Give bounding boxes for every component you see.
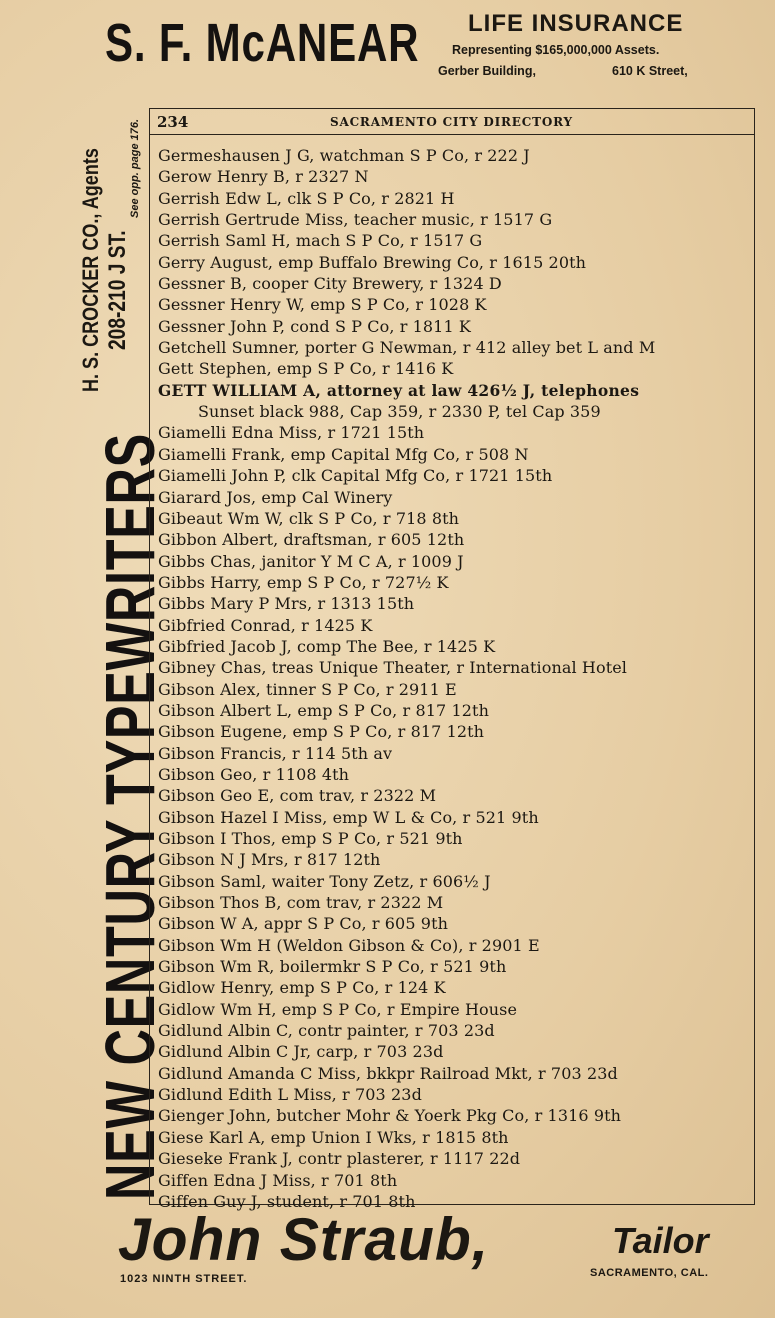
- directory-entry: Gibbs Harry, emp S P Co, r 727½ K: [158, 572, 449, 592]
- directory-entry: Gibson N J Mrs, r 817 12th: [158, 850, 381, 870]
- directory-entry: Giffen Guy J, student, r 701 8th: [158, 1191, 416, 1211]
- directory-entry: Gibfried Jacob J, comp The Bee, r 1425 K: [158, 636, 496, 656]
- directory-entry: Gidlow Wm H, emp S P Co, r Empire House: [158, 999, 518, 1019]
- directory-entry: Gerrish Saml H, mach S P Co, r 1517 G: [158, 231, 483, 251]
- ad-assets: Representing $165,000,000 Assets.: [452, 43, 660, 57]
- directory-entry: Gidlund Edith L Miss, r 703 23d: [158, 1085, 422, 1105]
- directory-entry: Gidlund Albin C Jr, carp, r 703 23d: [158, 1042, 444, 1062]
- directory-entry: Gibson Thos B, com trav, r 2322 M: [158, 893, 444, 913]
- directory-entry: Gidlund Albin C, contr painter, r 703 23d: [158, 1021, 495, 1041]
- page-title: SACRAMENTO CITY DIRECTORY: [330, 115, 573, 129]
- directory-entry: Getchell Sumner, porter G Newman, r 412 alley bet L and M: [158, 338, 656, 358]
- directory-entry: Gibbs Chas, janitor Y M C A, r 1009 J: [158, 551, 464, 571]
- directory-entry: Gieseke Frank J, contr plasterer, r 1117 22d: [158, 1149, 521, 1169]
- directory-entry: Gessner John P, cond S P Co, r 1811 K: [158, 316, 471, 336]
- directory-entry: Gibson Albert L, emp S P Co, r 817 12th: [158, 700, 489, 720]
- directory-entry: Giamelli John P, clk Capital Mfg Co, r 1721 15th: [158, 466, 553, 486]
- directory-entry: Gibson W A, appr S P Co, r 605 9th: [158, 914, 449, 934]
- directory-entry: Giffen Edna J Miss, r 701 8th: [158, 1170, 398, 1190]
- directory-entry: Gibson Geo E, com trav, r 2322 M: [158, 786, 437, 806]
- tailor-name: John Straub,: [118, 1206, 490, 1273]
- tailor-city: SACRAMENTO, CAL.: [590, 1267, 709, 1279]
- page-number: 234: [157, 113, 189, 131]
- directory-entry: Giarard Jos, emp Cal Winery: [158, 487, 393, 507]
- side-ad-headline: NEW CENTURY TYPEWRITERS: [91, 432, 169, 1200]
- directory-entry: Gessner Henry W, emp S P Co, r 1028 K: [158, 295, 487, 315]
- directory-entry: Gibson Eugene, emp S P Co, r 817 12th: [158, 722, 485, 742]
- directory-entry: Gibson Saml, waiter Tony Zetz, r 606½ J: [158, 871, 491, 891]
- directory-entry: Gibson Geo, r 1108 4th: [158, 764, 350, 784]
- directory-entry: Gibfried Conrad, r 1425 K: [158, 615, 373, 635]
- directory-entry: Gienger John, butcher Mohr & Yoerk Pkg Co, r 1316 9th: [158, 1106, 622, 1126]
- ad-building: Gerber Building,: [438, 64, 536, 78]
- directory-entry: Gidlow Henry, emp S P Co, r 124 K: [158, 978, 446, 998]
- directory-entry: Gerow Henry B, r 2327 N: [158, 167, 369, 187]
- top-advertisement: [0, 0, 775, 100]
- directory-entry: Sunset black 988, Cap 359, r 2330 P, tel Cap 359: [198, 402, 601, 422]
- directory-entry: Gett Stephen, emp S P Co, r 1416 K: [158, 359, 454, 379]
- directory-entry: Giese Karl A, emp Union I Wks, r 1815 8th: [158, 1127, 509, 1147]
- directory-entries: [150, 145, 754, 1212]
- directory-entry: Gessner B, cooper City Brewery, r 1324 D: [158, 274, 502, 294]
- page-header: [150, 109, 754, 135]
- directory-frame: [149, 108, 755, 1211]
- directory-entry: Gibson Alex, tinner S P Co, r 2911 E: [158, 679, 457, 699]
- directory-entry: Giamelli Frank, emp Capital Mfg Co, r 508 N: [158, 444, 529, 464]
- ad-address: 610 K Street,: [612, 64, 688, 78]
- advertiser-name: S. F. McANEAR: [105, 13, 420, 73]
- directory-entry: Gibson Francis, r 114 5th av: [158, 743, 393, 763]
- directory-entry: Giamelli Edna Miss, r 1721 15th: [158, 423, 425, 443]
- directory-entry: Gibney Chas, treas Unique Theater, r International Hotel: [158, 658, 628, 678]
- directory-entry: Gibson Wm R, boilermkr S P Co, r 521 9th: [158, 957, 507, 977]
- directory-entry: Gerrish Edw L, clk S P Co, r 2821 H: [158, 188, 455, 208]
- ad-headline: LIFE INSURANCE: [468, 10, 684, 37]
- directory-entry: Gibbs Mary P Mrs, r 1313 15th: [158, 594, 415, 614]
- directory-entry: GETT WILLIAM A, attorney at law 426½ J, telephones: [158, 380, 640, 400]
- directory-entry: Gibson Wm H (Weldon Gibson & Co), r 2901 E: [158, 935, 540, 955]
- directory-entry: Gibeaut Wm W, clk S P Co, r 718 8th: [158, 508, 460, 528]
- directory-entry: Gibbon Albert, draftsman, r 605 12th: [158, 530, 465, 550]
- directory-entry: Gerry August, emp Buffalo Brewing Co, r 1615 20th: [158, 252, 587, 272]
- side-ad-agent: H. S. CROCKER CO., Agents: [78, 148, 103, 392]
- directory-entry: Gerrish Gertrude Miss, teacher music, r 1517 G: [158, 210, 553, 230]
- directory-entry: Gibson I Thos, emp S P Co, r 521 9th: [158, 829, 463, 848]
- tailor-trade: Tailor: [612, 1220, 709, 1261]
- directory-entry: Gibson Hazel I Miss, emp W L & Co, r 521 9th: [158, 807, 539, 827]
- side-ad-reference: See opp. page 176.: [129, 118, 141, 218]
- directory-entry: Gidlund Amanda C Miss, bkkpr Railroad Mkt, r 703 23d: [158, 1063, 618, 1083]
- tailor-street: 1023 NINTH STREET.: [120, 1273, 248, 1285]
- directory-entry: Germeshausen J G, watchman S P Co, r 222 J: [158, 146, 530, 165]
- side-ad-street: 208-210 J ST.: [104, 230, 131, 350]
- bottom-advertisement: [0, 1205, 775, 1318]
